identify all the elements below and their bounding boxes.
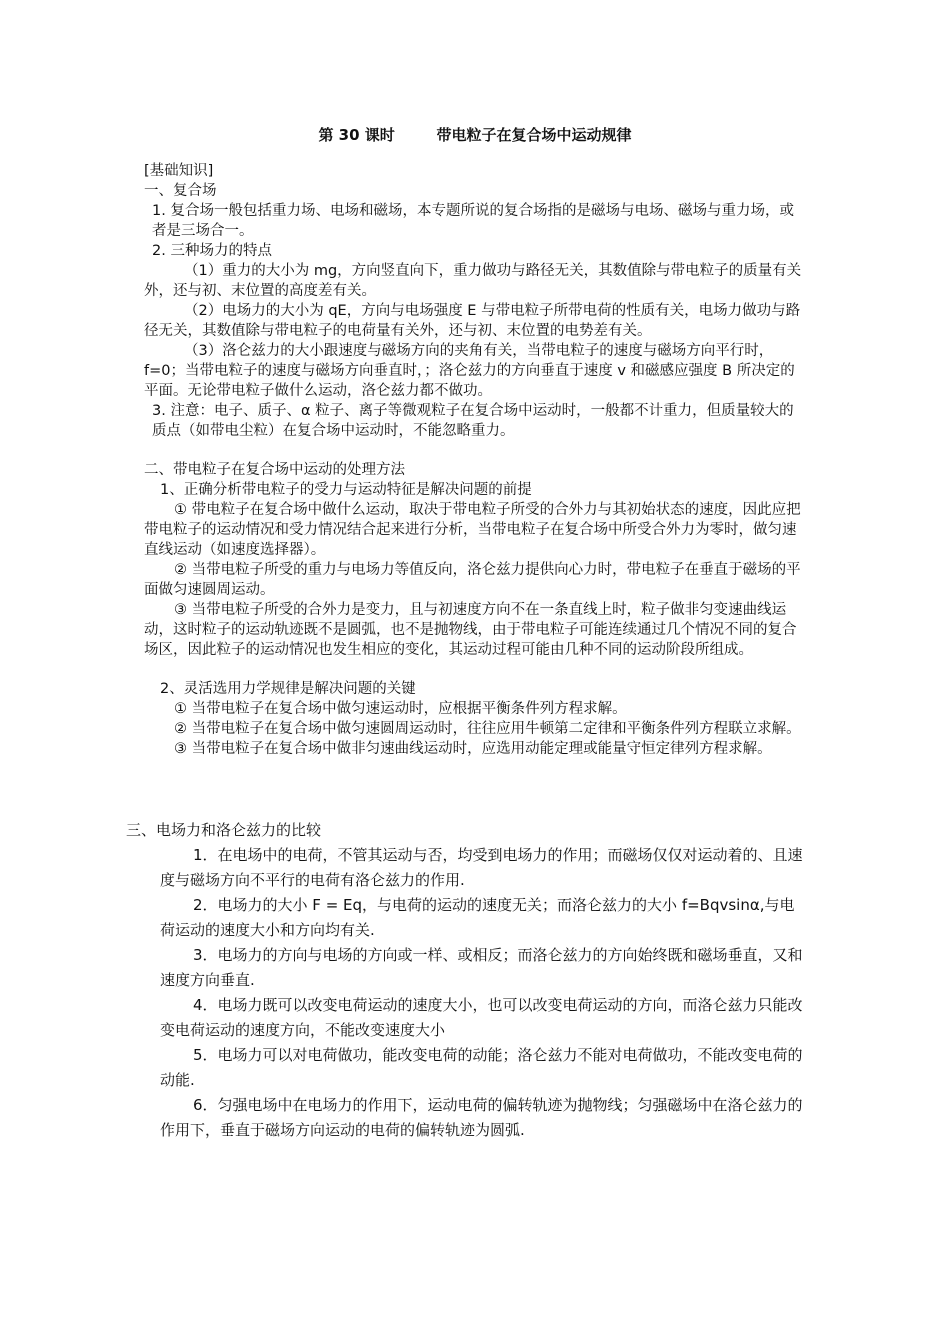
sec2-sub1-heading: 1、正确分析带电粒子的受力与运动特征是解决问题的前提 [160,482,532,498]
gravity-paragraph: （1）重力的大小为 mg，方向竖直向下，重力做功与路径无关，其数值除与带电粒子的质量有关外，还与初、末位置的高度差有关。 [144,263,802,299]
electric-force-paragraph: （2）电场力的大小为 qE，方向与电场强度 E 与带电粒子所带电荷的性质有关，电场力做功与路径无关，其数值除与带电粒子的电荷量有关外，还与初、末位置的电势差有关。 [144,303,801,339]
comparison-item: 3．电场力的方向与电场的方向或一样、或相反；而洛仑兹力的方向始终既和磁场垂直，又和速度方向垂直. [160,946,803,989]
comparison-section [126,819,808,1143]
sec2-sub1-item-3: ③ 当带电粒子所受的合外力是变力，且与初速度方向不在一条直线上时，粒子做非匀变速曲线运动，这时粒子的运动轨迹既不是圆弧，也不是抛物线，由于带电粒子可能连续通过几个情况不同的复合场区，因此粒子的运动情况也发生相应的变化，其运动过程可能由几种不同的运动阶段所组成。 [144,602,797,658]
lorentz-force-paragraph: （3）洛仑兹力的大小跟速度与磁场方向的夹角有关，当带电粒子的速度与磁场方向平行时，f=0；当带电粒子的速度与磁场方向垂直时，；洛仑兹力的方向垂直于速度 v 和磁感应强度 B 所决定的平面。无论带电粒子做什么运动，洛仑兹力都不做功。 [144,343,795,399]
sec2-sub2-item-3: ③ 当带电粒子在复合场中做非匀速曲线运动时，应选用动能定理或能量守恒定律列方程求解。 [174,741,772,757]
sec2-sub2-heading: 2、灵活选用力学规律是解决问题的关键 [160,681,416,697]
sec1-paragraph-2-heading: 2. 三种场力的特点 [152,243,272,259]
sec1-heading: 一、复合场 [144,183,217,199]
comparison-item: 5．电场力可以对电荷做功，能改变电荷的动能；洛仑兹力不能对电荷做功，不能改变电荷的动能. [160,1046,803,1089]
comparison-item: 2．电场力的大小 F = Eq，与电荷的运动的速度无关；而洛仑兹力的大小 f=Bqvsinα,与电荷运动的速度大小和方向均有关. [160,896,795,939]
comparison-item: 4．电场力既可以改变电荷运动的速度大小，也可以改变电荷运动的方向，而洛仑兹力只能改变电荷运动的速度方向，不能改变速度大小 [160,996,803,1039]
basics-heading: [基础知识] [144,163,214,179]
comparison-item: 1．在电场中的电荷，不管其运动与否，均受到电场力的作用；而磁场仅仅对运动着的、且速度与磁场方向不平行的电荷有洛仑兹力的作用. [160,846,803,889]
sec2-sub1-item-1: ① 带电粒子在复合场中做什么运动，取决于带电粒子所受的合外力与其初始状态的速度，因此应把带电粒子的运动情况和受力情况结合起来进行分析，当带电粒子在复合场中所受合外力为零时，做匀速直线运动（如速度选择器）。 [144,502,801,558]
sec2-sub2-item-2: ② 当带电粒子在复合场中做匀速圆周运动时，往往应用牛顿第二定律和平衡条件列方程联立求解。 [174,721,801,737]
sec2-heading: 二、带电粒子在复合场中运动的处理方法 [144,462,405,478]
page-title: 第 30 课时 带电粒子在复合场中运动规律 [318,126,632,144]
comparison-item: 6．匀强电场中在电场力的作用下，运动电荷的偏转轨迹为抛物线；匀强磁场中在洛仑兹力的作用下，垂直于磁场方向运动的电荷的偏转轨迹为圆弧. [160,1096,803,1139]
sec1-paragraph-1: 1. 复合场一般包括重力场、电场和磁场，本专题所说的复合场指的是磁场与电场、磁场与重力场，或者是三场合一。 [152,203,794,239]
sec2-sub1-item-2: ② 当带电粒子所受的重力与电场力等值反向，洛仑兹力提供向心力时，带电粒子在垂直于磁场的平面做匀速圆周运动。 [144,562,801,598]
basics-section [144,161,808,759]
note-paragraph: 3. 注意：电子、质子、α 粒子、离子等微观粒子在复合场中运动时，一般都不计重力，但质量较大的质点（如带电尘粒）在复合场中运动时，不能忽略重力。 [152,403,794,439]
comparison-heading: 三、电场力和洛仑兹力的比较 [126,821,322,839]
sec2-sub2-item-1: ① 当带电粒子在复合场中做匀速运动时，应根据平衡条件列方程求解。 [174,701,627,717]
